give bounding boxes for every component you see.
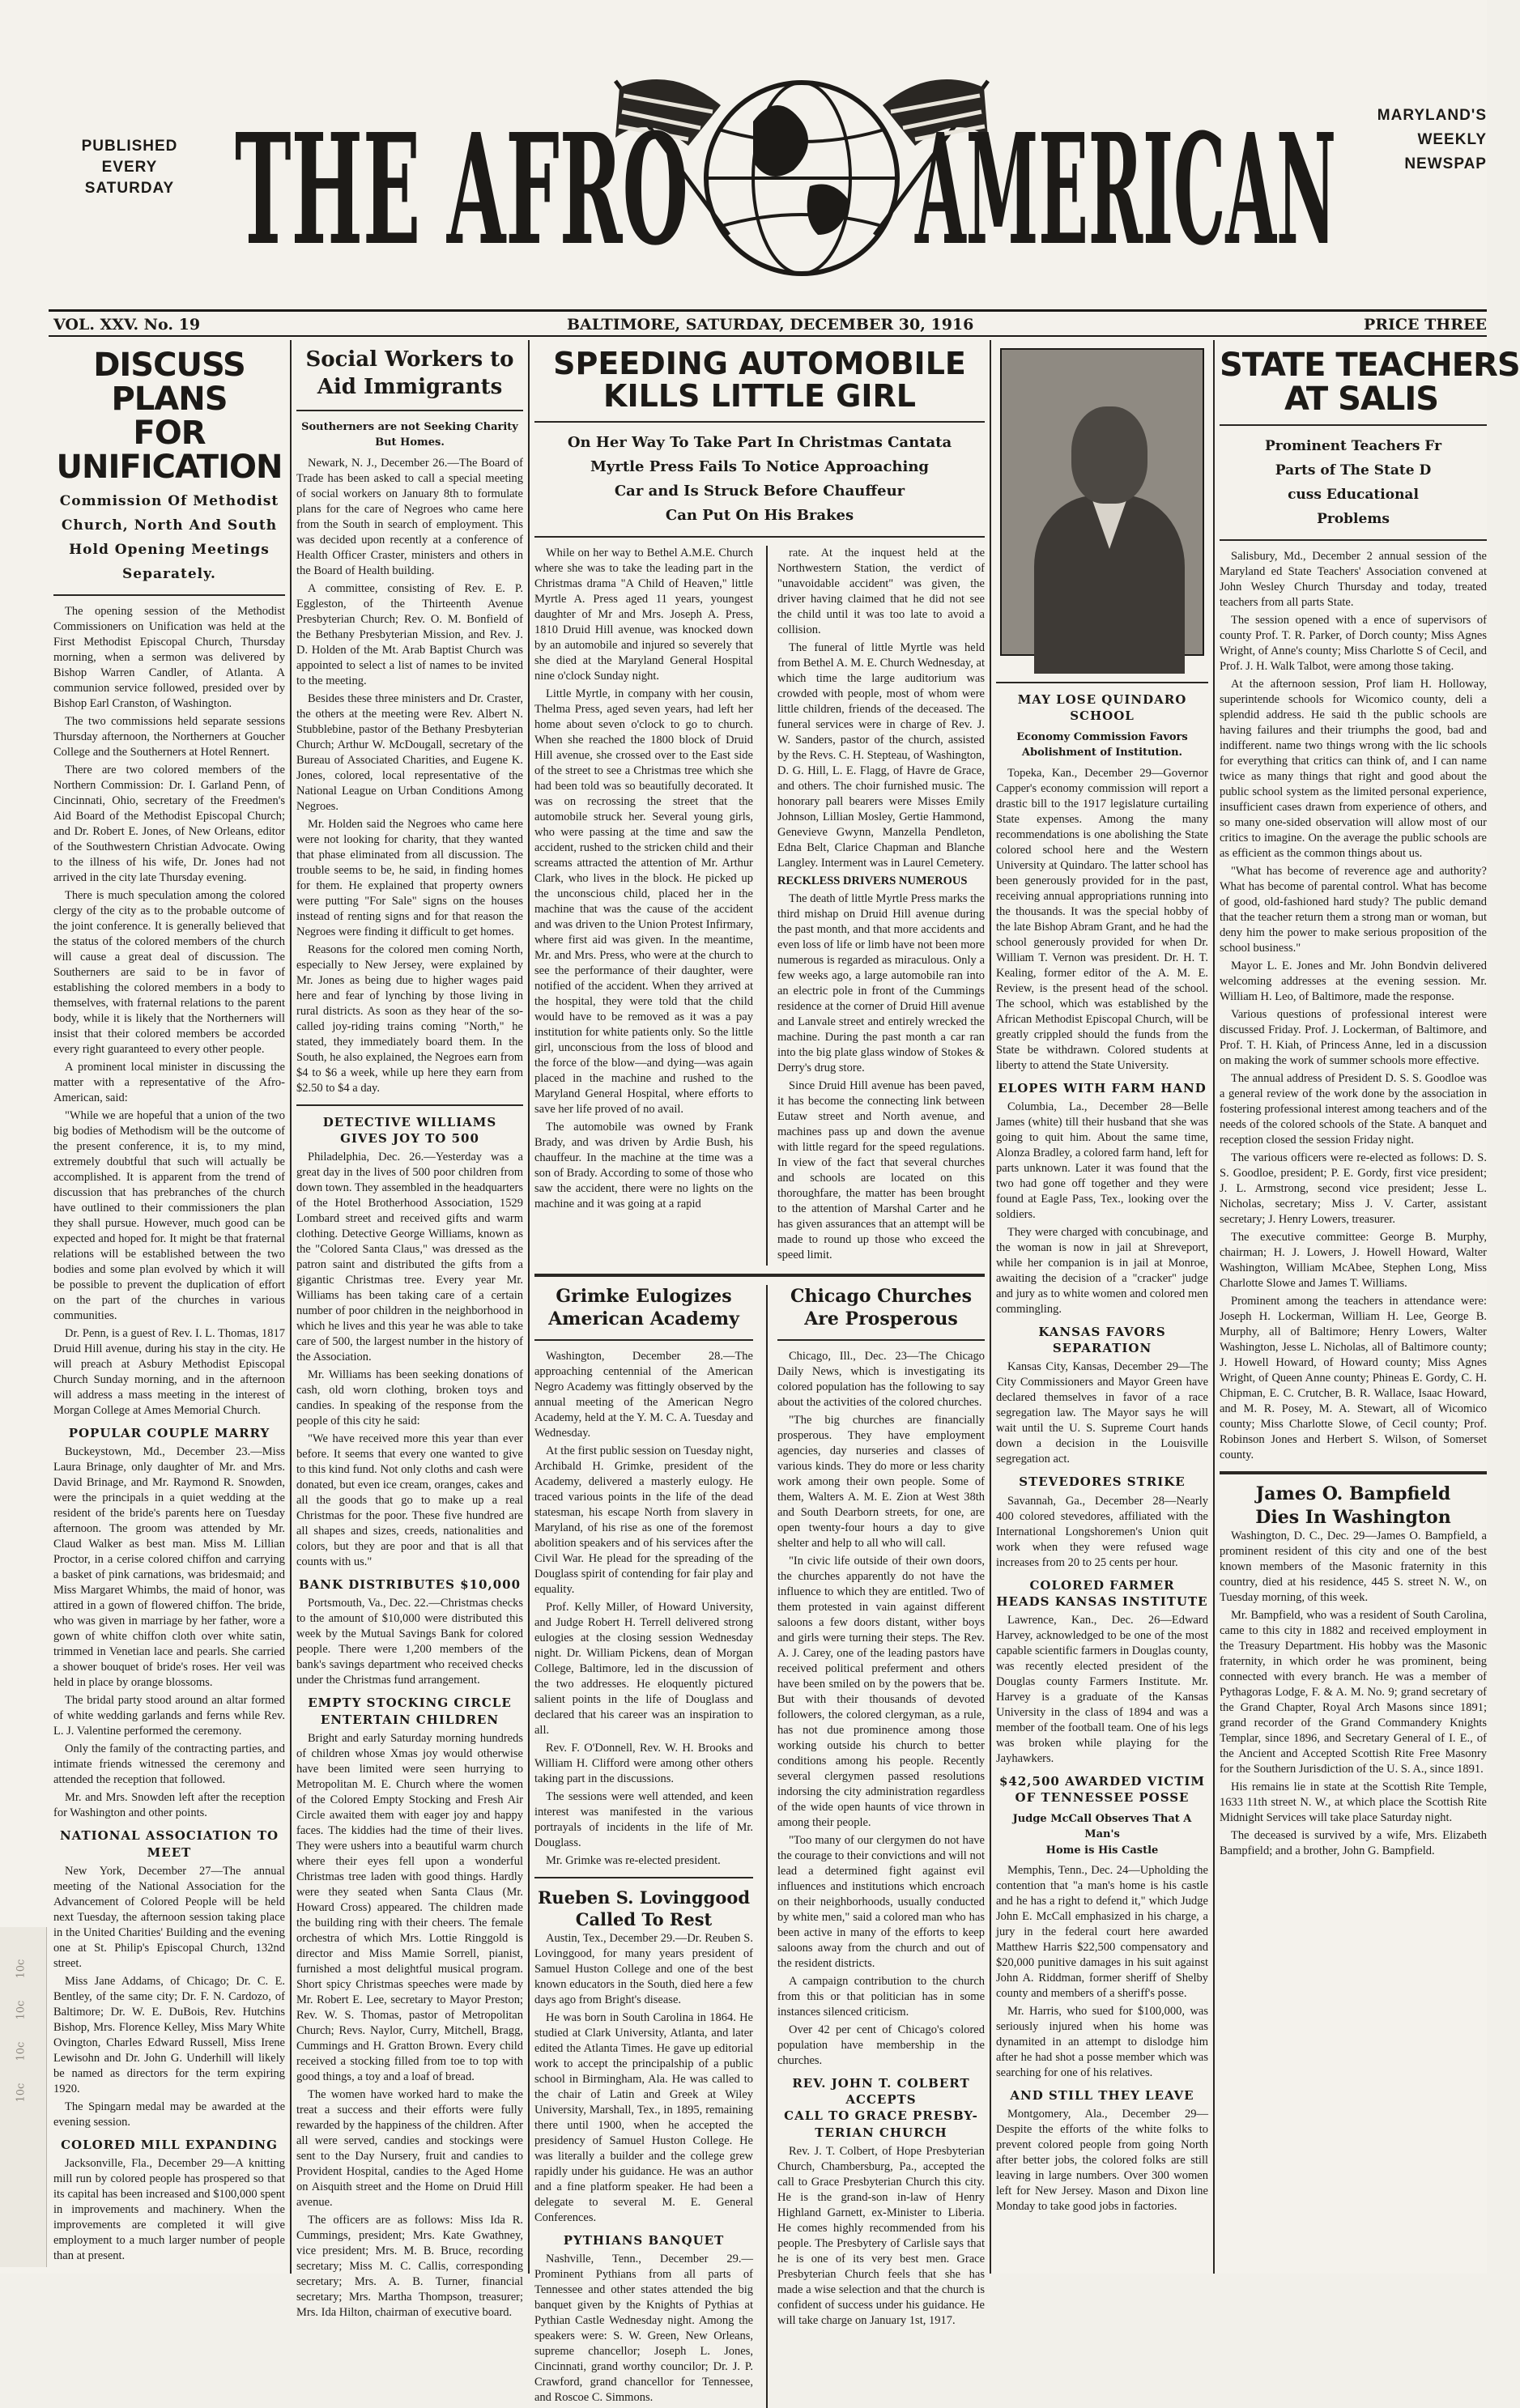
tag-line: WEEKLY [1417, 131, 1487, 148]
headline-line: American Academy [548, 1308, 739, 1330]
article-paragraph: Memphis, Tenn., Dec. 24—Upholding the contention that "a man's home is his castle and he has a right to defend it," which Judge John E. McCall emphasized in his charge, a jury in the federal court here awarded Matthew Harris $22,500 compensatory and $20,000 punitive damages in his suit against John A. Riddman, former sheriff of Shelby county and members of a sheriff's posse. [996, 1864, 1208, 2000]
divider [1220, 539, 1487, 541]
headline-grimke [534, 1285, 753, 1331]
margin-stamp: 10c [15, 2083, 28, 2103]
article-paragraph: Chicago, Ill., Dec. 23—The Chicago Daily News, which is investigating its colored population has the following to say about the activities of the colored churches. [777, 1349, 985, 1409]
headline-line: Aid Immigrants [317, 374, 503, 399]
article-paragraph: Montgomery, Ala., December 29—Despite the efforts of the white folks to prevent colored people from going North after better jobs, the colored folks are still leaving in large numbers. Over 300 women left for New Jersey. Mason and Dixon line Monday to take good jobs in factories. [996, 2108, 1208, 2214]
article-paragraph: Buckeystown, Md., December 23.—Miss Laura Brinage, only daughter of Mr. and Mrs. David Brinage, and Mr. Raymond R. Snowden, were the principals in a quiet wedding at the resident of the bride's parents here on Tuesday afternoon. The groom was attended by Mr. Claud Walker as best man. Miss M. Lillian Proctor, in a cerise colored chiffon and carrying a basket of pink carnations, was bridesmaid; and Miss Margaret Whimbs, the maid of honor, was attired in a gown of flowered chiffon. The bride, who was given in marriage by her father, wore a gown of white chiffon cloth over white satin, trimmed in Venetian lace and pearls. She carried a shower bouquet of bride's roses. Her veil was held in place by orange blossoms. [53, 1445, 285, 1690]
article-paragraph: The deceased is survived by a wife, Mrs. Elizabeth Bampfield; and a brother, John G. Bampfield. [1220, 1829, 1487, 1858]
masthead-tagline [1365, 104, 1487, 177]
article-paragraph: Mr. Grimke was re-elected president. [546, 1853, 721, 1867]
article-paragraph: Rev. J. T. Colbert, of Hope Presbyterian Church, Chambersburg, Pa., accepted the call to Grace Presbyterian Church this city. He is the grand-son in-law of Henry Highland Garnett, ex-Minister to Liberia. He comes highly recommended from his people. The Presbytery of Carlisle says that he is one of its very best men. Grace Presbyterian Church feels that she has made a wise selection and that the church is confident of success under his guidance. He will take charge on January 1st, 1917. [777, 2144, 985, 2327]
article-paragraph: "What has become of reverence age and authority? What has become of parental control. What has become of good, old-fashioned hard study? The public demand that the teacher return them a strong man or woman, but deny him the power to make serious proposition of the school business." [1220, 865, 1487, 955]
article-paragraph: rate. At the inquest held at the Northwestern Station, the verdict of "unavoidable accident" was given, the driver having claimed that he did not see the child until it was too late to avoid a collision. [777, 546, 985, 636]
article-paragraph: Various questions of professional interest were discussed Friday. Prof. J. Lockerman, of Baltimore, and Prof. T. H. Kiah, of Princess Anne, led in a discussion on making the work of summer schools more effective. [1220, 1008, 1487, 1067]
headline-line: DISCUSS PLANS [93, 347, 245, 418]
article-paragraph: There is much speculation among the colored clergy of the city as to the probable outcome of the joint conference. It is generally believed that the status of the colored members of the church will cause a great deal of discussion. The Southerners are said to be in favor of establishing the colored members in a body to themselves, with fraternal relations to the parent body, while it is likely that the Northerners will insist that their colored members be accorded every right guaranteed to every other people. [53, 889, 285, 1056]
deck-state-teachers [1220, 434, 1487, 531]
divider [534, 421, 985, 423]
headline-line: AT SALIS [1284, 381, 1439, 418]
divider [296, 410, 523, 411]
headline-quindaro: MAY LOSE QUINDARO SCHOOL [1017, 692, 1187, 724]
article-paragraph: Austin, Tex., December 29.—Dr. Reuben S. Lovinggood, for many years president of Samuel Huston College and one of the best known educators in the South, died here a few days ago from Bright's disease. [534, 1931, 753, 2006]
deck-unification: Commission Of Methodist Church, North And South Hold Opening Meetings Separately. [59, 493, 279, 582]
headline-line: Chicago Churches [790, 1285, 973, 1307]
article-paragraph: The session opened with a ence of supervisors of county Prof. T. R. Parker, of Dorch county; Miss Agnes Wright, of Anne's county; Miss Charlotte S of Cecil, and Prof. J. H. Walk Talbot, were among those taking. [1220, 614, 1487, 673]
article-paragraph: The bridal party stood around an altar formed of white wedding garlands and ferns while Rev. L. J. Valentine performed the ceremony. [53, 1694, 285, 1738]
portrait-photo [1000, 348, 1204, 656]
subhead-national-association: NATIONAL ASSOCIATION TO MEET [59, 1828, 279, 1860]
article-paragraph: At the afternoon session, Prof liam H. Holloway, superintende schools for Wicomico county, deli a splendid address. He said th the public schools are having failures and their triumphs the good, bad and indifferent. name two things wrong with the lic schools for everything that critics can think of, and I can name twice as many things that right and good about the public school system as the limited personal experience, insufficient cases drawn from experience of others, and so many one-sided observation will allow most of our critics to imagine. On the average the public schools are as efficient as the common things about us. [1220, 678, 1487, 860]
article-paragraph: They were charged with concubinage, and the woman is now in jail at Shreveport, while her companion is in jail at Monroe, awaiting the decision of a "cracker" judge and jury as to white women and colored men commingling. [996, 1225, 1208, 1316]
column-4 [996, 340, 1208, 2274]
masthead-title [235, 49, 1336, 291]
margin-stamp: 10c [15, 1959, 28, 1979]
article-paragraph: Little Myrtle, in company with her cousin, Thelma Press, aged seven years, had left her home about seven o'clock to go to church. When she reached the 1800 block of Druid Hill avenue, she crossed over to the East side of the street to see a Christmas tree which she had been told was so beautifully decorated. It was on recrossing the street that the automobile struck her. Several young girls, who were passing at the time and saw the accident, rushed to the stricken child and their screams attracted the attention of Mr. Arthur Clark, who lives in the block. He picked up the unconscious child, placed her in the machine that was the cause of the accident and was driven to the Union Protest Infirmary, where first aid was given. In the meantime, Mr. and Mrs. Press, who were at the church to see the performance of their daughter, were notified of the accident. When they arrived at the hospital, they were told that the child would have to be removed as it was a pay institution for white patients only. So the little girl, unconscious from the loss of blood and the force of the blow—and dying—was again placed in the machine and rushed to the Maryland General Hospital, where efforts to save her life proved of no avail. [534, 687, 753, 1116]
article-paragraph: Salisbury, Md., December 2 annual session of the Maryland ed State Teachers' Association convened at John Wesley Church Thursday and today, treated teachers from all parts State. [1220, 550, 1487, 609]
pub-line: EVERY [101, 159, 158, 176]
article-paragraph: Philadelphia, Dec. 26.—Yesterday was a great day in the lives of 500 poor children from down town. They assembled in the headquarters of the Hotel Brotherhood Association, 1529 Lombard street and received gifts and warm clothing. Detective George Williams, known as the "Colored Santa Claus," was dressed as the patron saint and distributed the gifts from a gigantic Christmas tree. Every year Mr. Williams has been taking care of a certain number of poor children in the neighborhood in which he lives and this year he was able to take care of 500, the largest number in the history of the Association. [296, 1151, 523, 1364]
article-paragraph: Savannah, Ga., December 28—Nearly 400 colored stevedores, affiliated with the International Longshoremen's Union quit work when they were refused wage increases from 20 to 25 cents per hour. [996, 1494, 1208, 1569]
divider [534, 1877, 753, 1878]
article-paragraph: A prominent local minister in discussing the matter with a representative of the Afro-American, said: [53, 1061, 285, 1104]
subhead-line: REV. JOHN T. COLBERT ACCEPTS [792, 2075, 970, 2108]
divider [53, 594, 285, 596]
lower-left [534, 1285, 753, 2408]
article-paragraph: The two commissions held separate sessions Thursday afternoon, the Northerners at Goucher College and the Southerners at Hotel Rennert. [53, 715, 285, 759]
article-paragraph: At the first public session on Tuesday night, Archibald H. Grimke, president of the Academy, delivered a masterly eulogy. He traced various points in the life of the dead statesman, his escape North from slavery in Maryland, of his rise as one of the foremost abolition speakers and of his services after the Civil War. He plead for the spreading of the Douglass spirit of contending for fair play and equality. [534, 1444, 753, 1596]
deck-line: Prominent Teachers Fr [1264, 438, 1442, 454]
article-paragraph: The funeral of little Myrtle was held from Bethel A. M. E. Church Wednesday, at which time the large auditorium was crowded with people, most of whom were little children, friends of the deceased. The funeral services were in charge of Rev. J. W. Sanders, pastor of the church, assisted by the Revs. C. H. Stepteau, of Washington, D. G. Hill, L. E. Flagg, of Havre de Grace, and others. The choir furnished music. The honorary pall bearers were Misses Emily Johnson, Lillian Mosley, Gertie Hammond, Genevieve Gwynn, Manzella Pendleton, Edna Belt, Clarice Chapman and Blanche Langley. Interment was in Laurel Cemetery. [777, 640, 985, 870]
headline-state-teachers [1220, 347, 1520, 418]
article-paragraph: Mr. Bampfield, who was a resident of South Carolina, came to this city in 1882 and received employment in the Treasury Department. His hobby was the Masonic fraternity, in which order he was prominent, being connected with every branch. He was a member of Pythagoras Lodge, F. & A. M. No. 9; grand secretary of the Grand Chapter, Royal Arch Masons since 1891; grand recorder of the Grand Commandery Knights Templar, since 1896, and Secretary General of I. E., of the Ancient and Accepted Scottish Rite Free Masonry for the Southern Jurisdiction of the U. S. A., since 1891. [1220, 1609, 1487, 1776]
deck-line: Car and Is Struck Before Chauffeur [614, 482, 905, 500]
article-paragraph: Only the family of the contracting parties, and intimate friends witnessed the ceremony and attended the reception that followed. [53, 1742, 285, 1787]
subhead-line: EMPTY STOCKING CIRCLE [308, 1695, 512, 1711]
deck-line: Parts of The State D [1275, 462, 1432, 479]
headline-line: SPEEDING AUTOMOBILE [553, 346, 966, 381]
deck-line: Can Put On His Brakes [665, 506, 854, 524]
subhead-colored-farmer [996, 1577, 1208, 1610]
headline-line: Grimke Eulogizes [556, 1285, 732, 1307]
deck-line: Myrtle Press Fails To Notice Approaching [590, 457, 930, 475]
article-paragraph: "While we are hopeful that a union of the two big bodies of Methodism will be the outcome of the present conference, it is, to my mind, extremely doubtful that such will actually be accomplished. It is apparent from the trend of discussion that has prebranches of the church have outlined to their commissioners the plan they shall pursue. However, much good can be expected and hoped for. It might be that fraternal relations will be established between the two bodies and some plan evolved by which it will be possible to prevent the duplication of effort on the part of the churches in various communities. [53, 1109, 285, 1322]
masthead-title-left: THE AFRO [235, 100, 688, 279]
article-paragraph: Newark, N. J., December 26.—The Board of Trade has been asked to call a special meeting of social workers on January 8th to formulate plans for the care of Negroes who came here from the South in search of employment. This was decided upon recently at a conference of Health Officer Craster, ministers and others in the Board of Health building. [296, 456, 523, 577]
article-paragraph: The opening session of the Methodist Commissioners on Unification was held at the First Methodist Episcopal Church, Thursday morning, when a sermon was delivered by Bishop Warren Candler, of Atlanta. A communion service followed, presided over by Bishop Earl Cranston, of Washington. [53, 605, 285, 710]
subhead-line: COLORED FARMER [1029, 1577, 1175, 1593]
article-paragraph: "In civic life outside of their own doors, the churches apparently do not have the influence to which they are entitled. Two of them protested in vain against different saloons a few doors distant, wither boys and girls were turning their steps. The Rev. A. J. Carey, one of the leading pastors have received political preferment and others have been smiled on by the powers that be. But with their thousands of devoted followers, the colored clergyman, as a rule, has not due prominence among those working outside his church to better conditions among his people. Recently several clergymen passed resolutions indorsing the city administration regardless of the wide open haunts of vice thrown in among their people. [777, 1554, 985, 1829]
headline-line: Dies In Washington [1255, 1506, 1451, 1528]
column-5 [1220, 340, 1520, 2274]
subhead-pythians: PYTHIANS BANQUET [563, 2232, 725, 2248]
subhead-mill-expanding: COLORED MILL EXPANDING [61, 2137, 278, 2152]
article-paragraph: The automobile was owned by Frank Brady, and was driven by Ardie Bush, his chauffeur. In the machine at the time was a son of Brady. According to some of those who saw the accident, there were no lights on the machine and it was going at a rapid [534, 1120, 753, 1210]
subhead-line: ENTERTAIN CHILDREN [320, 1712, 500, 1727]
headline-chicago-churches [777, 1285, 985, 1331]
subhead-still-leave: AND STILL THEY LEAVE [1010, 2088, 1194, 2103]
article-paragraph: The officers are as follows: Miss Ida R. Cummings, president; Mrs. Kate Gwathney, vice president; Mrs. M. B. Bruce, recording secretary; Miss M. C. Callis, corresponding secretary; Mrs. A. B. Turner, financial secretary; Mrs. Martha Thompson, treasurer; Mrs. Ida Hilton, chairman of executive board. [296, 2213, 523, 2319]
article-paragraph: Kansas City, Kansas, December 29—The City Commissioners and Mayor Green have declared themselves in favor of a race segregation law. The Mayor says he will wait until the U. S. Supreme Court hands down a decision in the Louisville segregation act. [996, 1360, 1208, 1466]
margin-stamp-strip [0, 1927, 47, 2267]
article-paragraph: The executive committee: George B. Murphy, chairman; H. J. Lowers, J. Howell Howard, Walter Washington, William McAbee, Stephen Long, Miss Charlotte Slowe and James T. Williams. [1220, 1231, 1487, 1290]
article-paragraph: Nashville, Tenn., December 29.—Prominent Pythians from all parts of Tennessee and other states attended the big banquet given by the Knights of Pythias at Pythian Castle Wednesday night. Among the speakers were: S. W. Green, New Orleans, supreme chancellor; Joseph L. Jones, Cincinnati, grand worthy councilor; Dr. J. P. Crawford, grand chancellor for Tennessee, and Roscoe C. Simmons. [534, 2252, 753, 2404]
column-rule [528, 340, 530, 2274]
article-paragraph: Mayor L. E. Jones and Mr. John Bondvin delivered welcoming addresses at the evening session. Mr. William H. Leo, of Baltimore, made the response. [1220, 959, 1487, 1003]
subhead-line: TERIAN CHURCH [815, 2125, 947, 2140]
deck-line: On Her Way To Take Part In Christmas Cantata [567, 433, 952, 451]
divider [534, 1274, 985, 1277]
headline-lovinggood [534, 1887, 753, 1931]
article-paragraph: Bright and early Saturday morning hundreds of children whose Xmas joy would otherwise have been limited were seen hurrying to Metropolitan M. E. Church where the women of the Colored Empty Stocking and Fresh Air Circle awaited them with eager joy and happy faces. The kiddies had the time of their lives. They were ushers into a beautiful warm church where their eyes fell upon a wonderful Christmas tree laden with good things. Hardly were they seated when Santa Claus (Mr. Howard Cross) appeared. The children made the building ring with their cheers. The female orchestra of which Mrs. Lottie Ringgold is director and Miss Mamie Sorrell, pianist, furnished a most delightful musical program. Short spicy Christmas speeches were made by Mr. Robert E. Lee, secretary to Mayor Preston; Rev. W. S. Thomas, pastor of Metropolitan Church; Revs. Naylor, Curry, Mitchell, Bragg, Cummings and H. Gratton Brown. Every child received a stocking filled from toe to top with good things, a toy and a loaf of bread. [296, 1731, 523, 2083]
deck-social-workers: Southerners are not Seeking Charity But Homes. [301, 420, 518, 449]
article-paragraph: Mr. Williams has been seeking donations of cash, old worn clothing, broken toys and candies. In speaking of the response from the people of this city he said: [296, 1368, 523, 1428]
divider [1220, 424, 1487, 426]
divider [534, 1339, 753, 1341]
article-paragraph: Rev. F. O'Donnell, Rev. W. H. Brooks and William H. Clifford were among other others taking part in the discussions. [534, 1741, 753, 1785]
article-paragraph: The various officers were re-elected as follows: D. S. S. Goodloe, president; P. E. Gordy, first vice president; J. L. Armstrong, second vice president; Jesse L. Nicholas, secretary; Miss J. V. Carter, assistant secretary; J. Henry Lowers, treasurer. [1220, 1151, 1487, 1226]
divider [777, 1339, 985, 1341]
issue-date: BALTIMORE, SATURDAY, DECEMBER 30, 1916 [567, 316, 974, 334]
deck-line: Problems [1317, 511, 1390, 527]
publication-schedule [49, 136, 211, 199]
article-paragraph: The death of little Myrtle Press marks the third mishap on Druid Hill avenue during the past month, and that more accidents and even loss of life or limb have not been more numerous is regarded as miraculous. Only a few weeks ago, a large automobile ran into an electric pole in front of the Cummings residence at the corner of Druid Hill avenue and Lanvale street and entirely wrecked the machine. During the past month a car ran into the big plate glass window of Stokes & Derry's drug store. [777, 891, 985, 1074]
deck-line: Judge McCall Observes That A Man's [1012, 1812, 1192, 1840]
subhead-line: HEADS KANSAS INSTITUTE [996, 1593, 1208, 1609]
divider [1220, 1471, 1487, 1474]
article-paragraph: There are two colored members of the Northern Commission: Dr. I. Garland Penn, of Cincinnati, Ohio, secretary of the Freedmen's Aid Board of the Methodist Episcopal Church; and Dr. Robert E. Jones, of New Orleans, editor of the Southwestern Christian Advocate. Owing to the illness of his wife, Dr. Jones had not arrived in the city late Thursday evening. [53, 764, 285, 884]
article-paragraph: Prof. Kelly Miller, of Howard University, and Judge Robert H. Terrell delivered strong eulogies at the closing session Wednesday night. Dr. William Pickens, dean of Morgan College, Baltimore, led in the discussion of the two addresses. He eloquently pictured salient points in the life of Douglass and declared that his career was an inspiration to all. [534, 1600, 753, 1737]
article-paragraph: Washington, December 28.—The approaching centennial of the American Negro Academy was fittingly observed by the annual meeting of the American Negro Academy, held at the Y. M. C. A. Tuesday and Wednesday. [534, 1349, 753, 1440]
article-paragraph: Reasons for the colored men coming North, especially to New Jersey, were explained by Mr. Jones as being due to higher wages paid here and fear of lynching by those living in rural districts. As soon as they hear of the so-called joy-riding trains coming "North," he stated, they immediately board them. In the South, he also explained, the Negroes earn from $4 to $6 a week, while up here they earn from $2.50 to $4 a day. [296, 942, 523, 1095]
subhead-line: DETECTIVE WILLIAMS [322, 1114, 497, 1130]
column-rule [1213, 340, 1215, 2274]
subhead-stevedores: STEVEDORES STRIKE [1019, 1474, 1186, 1490]
margin-stamp: 10c [15, 2041, 28, 2061]
subhead-bank-distributes: BANK DISTRIBUTES $10,000 [298, 1577, 522, 1593]
tag-line: MARYLAND'S [1377, 107, 1487, 124]
article-paragraph: Columbia, La., December 28—Belle James (white) till their husband that she was going to quit him. About the same time, Alonza Bradley, a colored farm hand, left for parts unknown. Later it was found that the two had gone off together and they were found at Eagle Pass, Tex., looking over the soldiers. [996, 1100, 1208, 1221]
headline-automobile [534, 348, 985, 413]
headline-line: Are Prosperous [804, 1308, 958, 1330]
article-paragraph: Prominent among the teachers in attendance were: Joseph H. Lockerman, William H. Lee, George B. Murphy, all of Baltimore; Henry Lowers, Walter Washington, Jesse L. Nicholas, all of Baltimore county; J. Howell Howard, of Howard county; Miss Agnes Wright, of Queen Anne county; Phineas E. Gordy, C. H. Chipman, E. C. Crutcher, B. R. Wallace, Isaac Howard, and M. R. Posey, M. A. Stewart, all of Wicomico county; Miss Charlotte Slowe, of Cecil county; Prof. Robinson Jones and Herbert S. Wilson, of Somerset county. [1220, 1295, 1487, 1461]
article-paragraph: Mr. Harris, who sued for $100,000, was seriously injured when his home was dynamited in an attempt to dislodge him after he had shot a posse member which was searching for one of his relatives. [996, 2005, 1208, 2079]
automobile-left [534, 546, 753, 1266]
inline-subhead: RECKLESS DRIVERS NUMEROUS [777, 874, 968, 887]
subhead-kansas-separation: KANSAS FAVORS SEPARATION [1038, 1324, 1166, 1355]
subhead-awarded-victim [996, 1773, 1208, 1806]
headline-line: FOR UNIFICATION [56, 415, 283, 486]
headline-social-workers [296, 347, 523, 402]
masthead-title-right: AMERICAN [914, 100, 1336, 279]
subhead-colbert [777, 2075, 985, 2141]
article-paragraph: The women have worked hard to make the treat a success and their efforts were fully rewarded by the happiness of the children. After all were served, candies and stockings were sent to the Day Nursery, fruit and candies to Provident Hospital, candies to the Aged Home on Aisquith street and the Home on Druid Hill avenue. [296, 2087, 523, 2209]
article-paragraph: Washington, D. C., Dec. 29—James O. Bampfield, a prominent resident of this city and one of the best known members of the Masonic fraternity in this country, died at his residence, 445 S. street N. W., on Tuesday morning, of this week. [1220, 1529, 1487, 1605]
divider [296, 1104, 523, 1106]
article-paragraph: Since Druid Hill avenue has been paved, it has become the connecting link between Eutaw street and North avenue, and machines pass up and down the avenue with little regard for the speed regulations. In view of the fact that several churches and schools are located on this thoroughfare, the matter has been brought to the attention of Marshal Carter and he has given assurances that an attempt will be made to round up those who exceed the speed limit. [777, 1078, 985, 1261]
pub-line: PUBLISHED [81, 138, 178, 155]
headline-line: Rueben S. Lovinggood [537, 1887, 751, 1908]
article-paragraph: A committee, consisting of Rev. E. P. Eggleston, of the Thirteenth Avenue Presbyterian Church; Rev. O. M. Bonfield of the Bethany Presbyterian Mission, and Rev. J. D. Holden of the Mt. Arab Baptist Church was appointed to select a list of names to be invited to the meeting. [296, 581, 523, 687]
headline-line: Called To Rest [575, 1909, 713, 1930]
column-rule [990, 340, 991, 2274]
divider [996, 682, 1208, 683]
article-paragraph: Over 42 per cent of Chicago's colored population have membership in the churches. [777, 2023, 985, 2067]
article-paragraph: "Too many of our clergymen do not have the courage to their convictions and will not lead a determined fight against evil influences and institutions which encroach on their neighborhoods, usually conducted by white men," said a colored man who has been active in many of the efforts to keep saloons away from the church and out of the resident districts. [777, 1833, 985, 1970]
article-paragraph: New York, December 27—The annual meeting of the National Association for the Advancement of Colored People will be held next Tuesday, the afternoon session taking place in the United Charities' Building and the evening one at St. Philip's Episcopal Church, 132nd street. [53, 1864, 285, 1970]
article-paragraph: Mr. Holden said the Negroes who came here were not looking for charity, that they wanted that phase eliminated from all discussion. The trouble seems to be, he said, in finding homes for them. He explained that property owners were putting "For Sale" signs on the houses instead of renting signs and for that reason the Negroes were finding it difficult to get homes. [296, 817, 523, 938]
deck-line: cuss Educational [1288, 487, 1419, 503]
divider [534, 536, 985, 538]
price: PRICE THREE [1363, 316, 1487, 334]
headline-unification [53, 348, 285, 484]
deck-automobile [534, 431, 985, 528]
subhead-line: $42,500 AWARDED VICTIM [999, 1774, 1205, 1789]
article-paragraph: The Spingarn medal may be awarded at the evening session. [53, 2100, 285, 2129]
article-paragraph: He was born in South Carolina in 1864. He studied at Clark University, Atlanta, and later edited the Atlanta Times. He gave up editorial work to accept the principalship of a public school in Birmingham, Ala. He was called to the chair of Latin and Greek at Wiley University, Marshall, Tex., in 1895, remaining there until 1900, when he accepted the presidency of Samuel Huston College. He was literally a builder and the college grew rapidly under his guidance. He was an author and a fine platform speaker. He had been a delegate to several M. E. General Conferences. [534, 2010, 753, 2224]
subhead-empty-stocking [296, 1695, 523, 1728]
dateline-bar [49, 309, 1487, 337]
article-paragraph: Besides these three ministers and Dr. Craster, the others at the meeting were Rev. Albert N. Stubblebine, pastor of the Bethany Presbyterian Church; Arthur W. McDougall, secretary of the Bureau of Associated Charities, and Eugene K. Jones, colored, local representative of the National League on Urban Conditions Among Negroes. [296, 691, 523, 813]
headline-bampfield [1220, 1483, 1487, 1529]
volume-number: VOL. XXV. No. 19 [53, 316, 201, 334]
headline-line: Social Workers to [305, 347, 514, 372]
tag-line: NEWSPAP [1404, 155, 1487, 172]
column-3 [534, 340, 985, 2404]
automobile-right [766, 546, 985, 1266]
subhead-couple-marry: POPULAR COUPLE MARRY [68, 1426, 270, 1440]
headline-line: STATE TEACHERS [1220, 347, 1520, 384]
globe-emblem-icon [706, 83, 897, 274]
deck-awarded-victim [996, 1811, 1208, 1859]
lower-stories [534, 1285, 985, 2408]
subhead-line: GIVES JOY TO 500 [340, 1130, 479, 1146]
article-paragraph: His remains lie in state at the Scottish Rite Temple, 1633 11th street N. W., at which place the Scottish Rite Midnight Services will take place Saturday night. [1220, 1780, 1487, 1825]
deck-line: Home is His Castle [1045, 1844, 1159, 1857]
subhead-line: OF TENNESSEE POSSE [1015, 1790, 1190, 1806]
article-paragraph: Miss Jane Addams, of Chicago; Dr. C. E. Bentley, of the same city; Dr. F. N. Cardozo, of Baltimore; Dr. W. E. DuBois, Rev. Hutchins Bishop, Mrs. Florence Kelley, Miss Mary White Ovington, Charles Edward Russell, Miss Irene Lewisohn and Dr. John G. Underhill will likely be named as directors for the term expiring 1920. [53, 1974, 285, 2095]
deck-quindaro: Economy Commission Favors Abolishment of Institution. [1016, 730, 1188, 759]
column-2 [296, 340, 523, 2319]
article-paragraph: "The big churches are financially prosperous. They have employment agencies, day nurseries and classes of various kinds. They do more or less charity work among their own people. Some of them, Walters A. M. E. Zion at West 38th and South Dearborn streets, for one, are open twenty-four hours a day to give shelter and help to all who will call. [777, 1413, 985, 1550]
portrait-head [1071, 406, 1147, 504]
article-paragraph: The sessions were well attended, and keen interest was manifested in the various portrayals of incidents in the life of Mr. Douglass. [534, 1789, 753, 1849]
article-paragraph: Topeka, Kan., December 29—Governor Capper's economy commission will report a drastic bill to the 1917 legislature curtailing State expenses. Among the many recommendations is one abolishing the State colored school here and the Western University at Quindaro. The latter school has been generously provided for in the past, receiving annual appropriations running into the thousands. It was the special hobby of the late Bishop Abram Grant, and he had the school generously provided for when Dr. William T. Vernon was president. Dr. H. T. Kealing, former editor of the A. M. E. Review, is the present head of the school. The school, which was established by the African Methodist Episcopal Church, will be greatly crippled should the funds from the State be withdrawn. Colored students at liberty to attend the State University. [996, 766, 1208, 1072]
headline-line: KILLS LITTLE GIRL [603, 377, 916, 414]
automobile-article-body [534, 546, 985, 1266]
article-paragraph: Jacksonville, Fla., December 29—A knitting mill run by colored people has prospered so that its capital has been increased and $100,000 spent in improvements and machinery. When the improvements are completed it will give employment to a much larger number of people than at present. [53, 2157, 285, 2262]
subhead-line: CALL TO GRACE PRESBY- [784, 2108, 978, 2124]
article-paragraph: While on her way to Bethel A.M.E. Church where she was to take the leading part in the Christmas drama "A Child of Heaven," little Myrtle A. Press aged 11 years, youngest daughter of Mr and Mrs. Joseph A. Press, 1810 Druid Hill avenue, was knocked down by an automobile and injured so severely that she died at the Maryland General Hospital nine o'clock Sunday night. [534, 546, 753, 683]
article-paragraph: Mr. and Mrs. Snowden left after the reception for Washington and other points. [53, 1791, 285, 1820]
pub-line: SATURDAY [84, 180, 175, 197]
column-1 [53, 340, 285, 2274]
subhead-elopes: ELOPES WITH FARM HAND [998, 1080, 1207, 1096]
headline-line: James O. Bampfield [1255, 1483, 1451, 1504]
margin-stamp: 10c [15, 2000, 28, 2020]
subhead-detective-williams [296, 1114, 523, 1147]
article-paragraph: Lawrence, Kan., Dec. 26—Edward Harvey, acknowledged to be one of the most capable scientific farmers in Douglas county, was recently elected president of the Douglas county Farmers Institute. Mr. Harvey is a graduate of the Kansas University in the class of 1894 and was a member of the football team. One of his legs was broken while playing for the Jayhawkers. [996, 1614, 1208, 1765]
article-paragraph: "We have received more this year than ever before. It seems that every one wanted to give to this kind fund. Not only cloths and cash were donated, but even ice cream, oranges, cakes and all the goods that go to make up a real Christmas for the poor. These five hundred are all shapes and sizes, creeds, nationalities and colors, but they are poor and that is all that counts with us." [296, 1432, 523, 1569]
column-rule [290, 340, 292, 2274]
article-paragraph: Dr. Penn, is a guest of Rev. I. L. Thomas, 1817 Druid Hill avenue, during his stay in the city. He will preach at Asbury Methodist Episcopal Church Sunday morning, and in the afternoon will address a mass meeting in the interest of Morgan College at Ames Memorial Church. [53, 1327, 285, 1417]
lower-right [766, 1285, 985, 2408]
article-paragraph: Portsmouth, Va., Dec. 22.—Christmas checks to the amount of $10,000 were distributed this week by the Mutual Savings Bank for colored people. There were 1,200 members of the bank's savings department who received checks under the Christmas fund arrangement. [296, 1597, 523, 1687]
article-paragraph: The annual address of President D. S. S. Goodloe was a general review of the work done by the association in fostering professional interest among teachers and of the needs of the colored schools of the State. A banquet and reception closed the session Friday night. [1220, 1072, 1487, 1147]
article-paragraph: A campaign contribution to the church from this or that politician has in some instances silenced criticism. [777, 1974, 985, 2019]
